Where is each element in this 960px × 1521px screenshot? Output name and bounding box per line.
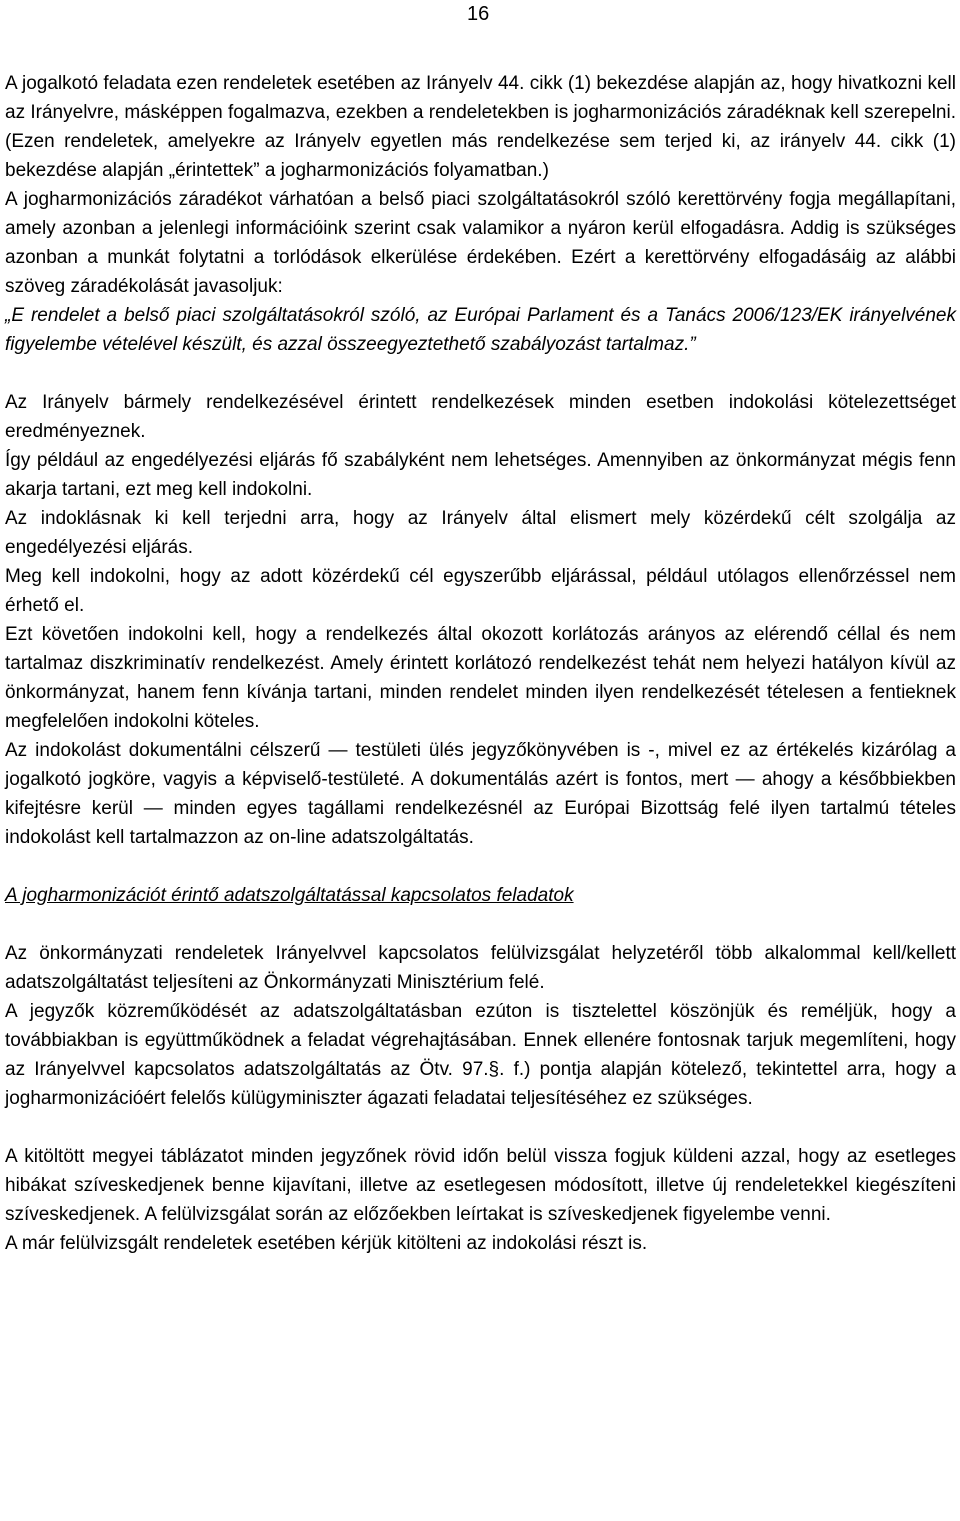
paragraph-public-interest-goal: Az indoklásnak ki kell terjedni arra, hogy az Irányelv által elismert mely közérdekű célt szolgálja az engedélyezési eljárás.	[5, 508, 956, 558]
document-body	[5, 69, 956, 1258]
spacer	[5, 359, 956, 388]
page-number: 16	[467, 3, 490, 25]
paragraph-data-reporting: Az önkormányzati rendeletek Irányelvvel kapcsolatos felülvizsgálat helyzetéről több alkalommal kell/kellett adatszolgáltatást teljesíteni az Önkormányzati Minisztérium felé.	[5, 943, 956, 993]
spacer	[5, 910, 956, 939]
paragraph-licensing-procedure: Így például az engedélyezési eljárás fő szabályként nem lehetséges. Amennyiben az önkormányzat mégis fenn akarja tartani, ezt meg kell indokolni.	[5, 450, 956, 500]
paragraph-proportionality: Ezt követően indokolni kell, hogy a rendelkezés által okozott korlátozás arányos az elérendő céllal és nem tartalmaz diszkriminatív rendelkezést. Amely érintett korlátozó rendelkezést tehát nem helyezi hatályon kívül az önkormányzat, hanem fenn kívánja tartani, minden rendelet minden ilyen rendelkezését tételesen a fentieknek megfelelően indokolni köteles.	[5, 624, 956, 732]
paragraph-directive-obligation: A jogalkotó feladata ezen rendeletek esetében az Irányelv 44. cikk (1) bekezdése alapján az, hogy hivatkozni kell az Irányelvre, másképpen fogalmazva, ezekben a rendeletekben is jogharmonizációs záradéknak kell szerepelni. (Ezen rendeletek, amelyekre az Irányelv egyetlen más rendelkezése sem terjed ki, az irányelv 44. cikk (1) bekezdése alapján „érintettek” a jogharmonizációs folyamatban.)	[5, 73, 956, 181]
paragraph-harmonization-clause: A jogharmonizációs záradékot várhatóan a belső piaci szolgáltatásokról szóló kerettörvény fogja megállapítani, amely azonban a jelenlegi információink szerint csak valamikor a nyáron kerül elfogadásra. Addig is szükséges azonban a munkát folytatni a torlódások elkerülése érdekében. Ezért a kerettörvény elfogadásáig az alábbi szöveg záradékolását javasoljuk:	[5, 189, 956, 297]
paragraph-justification-obligation: Az Irányelv bármely rendelkezésével érintett rendelkezések minden esetben indokolási kötelezettséget eredményeznek.	[5, 392, 956, 442]
paragraph-justification-request: A már felülvizsgált rendeletek esetében kérjük kitölteni az indokolási részt is.	[5, 1233, 648, 1254]
paragraph-notary-cooperation: A jegyzők közreműködését az adatszolgáltatásban ezúton is tisztelettel köszönjük és reméljük, hogy a továbbiakban is együttműködnek a feladat végrehajtásában. Ennek ellenére fontosnak tarjuk megemlíteni, hogy az Irányelvvel kapcsolatos adatszolgáltatás az Ötv. 97.§. f.) pontja alapján kötelező, tekintettel arra, hogy a jogharmonizációért felelős külügyminiszter ágazati feladatai teljesítéséhez ez szükséges.	[5, 1001, 956, 1109]
paragraph-documentation: Az indokolást dokumentálni célszerű — testületi ülés jegyzőkönyvében is -, mivel ez az értékelés kizárólag a jogalkotó jogköre, vagyis a képviselő-testületé. A dokumentálás azért is fontos, mert — ahogy a későbbiekben kifejtésre kerül — minden egyes tagállami rendelkezésnél az Európai Bizottság felé ilyen tartalmú tételes indokolást kell tartalmazzon az on-line adatszolgáltatás.	[5, 740, 956, 848]
spacer	[5, 1113, 956, 1142]
section-heading: A jogharmonizációt érintő adatszolgáltatással kapcsolatos feladatok	[5, 885, 574, 906]
paragraph-table-return: A kitöltött megyei táblázatot minden jegyzőnek rövid időn belül vissza fogjuk küldeni azzal, hogy az esetleges hibákat szíveskedjenek benne kijavítani, illetve az esetlegesen módosított, illetve új rendeletekkel kiegészíteni szíveskedjenek. A felülvizsgálat során az előzőekben leírtakat is szíveskedjenek figyelembe venni.	[5, 1146, 956, 1225]
spacer	[5, 852, 956, 881]
paragraph-proposed-clause-text: „E rendelet a belső piaci szolgáltatásokról szóló, az Európai Parlament és a Tanács 2006/123/EK irányelvének figyelembe vételével készült, és azzal összeegyeztethető szabályozást tartalmaz.”	[5, 305, 956, 355]
paragraph-simpler-procedure: Meg kell indokolni, hogy az adott közérdekű cél egyszerűbb eljárással, például utólagos ellenőrzéssel nem érhető el.	[5, 566, 956, 616]
